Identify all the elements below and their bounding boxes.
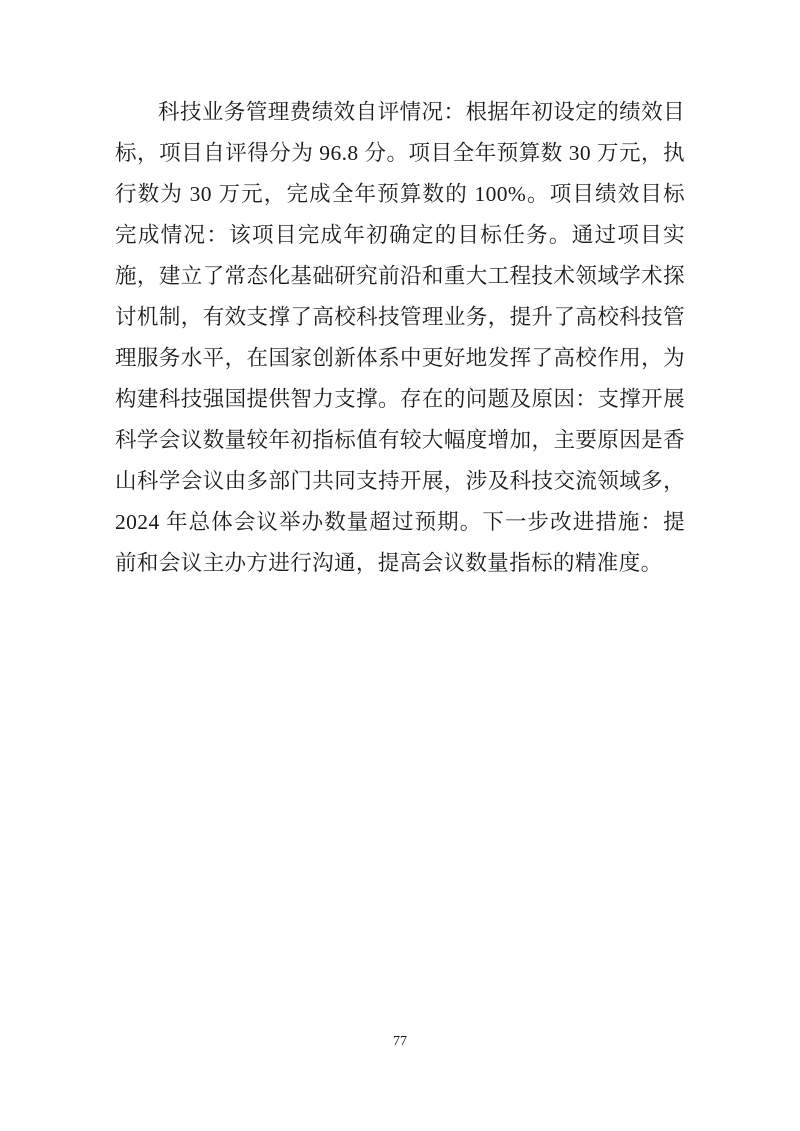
body-paragraph: 科技业务管理费绩效自评情况：根据年初设定的绩效目标，项目自评得分为 96.8 分。项目全年预算数 30 万元，执行数为 30 万元，完成全年预算数的 100%。项目绩效目标完成情况：该项目完成年初确定的目标任务。通过项目实施，建立了常态化基础研究前沿和重大工程技术领域学术探讨机制，有效支撑了高校科技管理业务，提升了高校科技管理服务水平，在国家创新体系中更好地发挥了高校作用，为构建科技强国提供智力支撑。存在的问题及原因：支撑开展科学会议数量较年初指标值有较大幅度增加，主要原因是香山科学会议由多部门共同支持开展，涉及科技交流领域多，2024 年总体会议举办数量超过预期。下一步改进措施：提前和会议主办方进行沟通，提高会议数量指标的精准度。 bbox=[115, 100, 685, 575]
page-content bbox=[115, 92, 685, 584]
page-number: 77 bbox=[393, 1034, 407, 1049]
